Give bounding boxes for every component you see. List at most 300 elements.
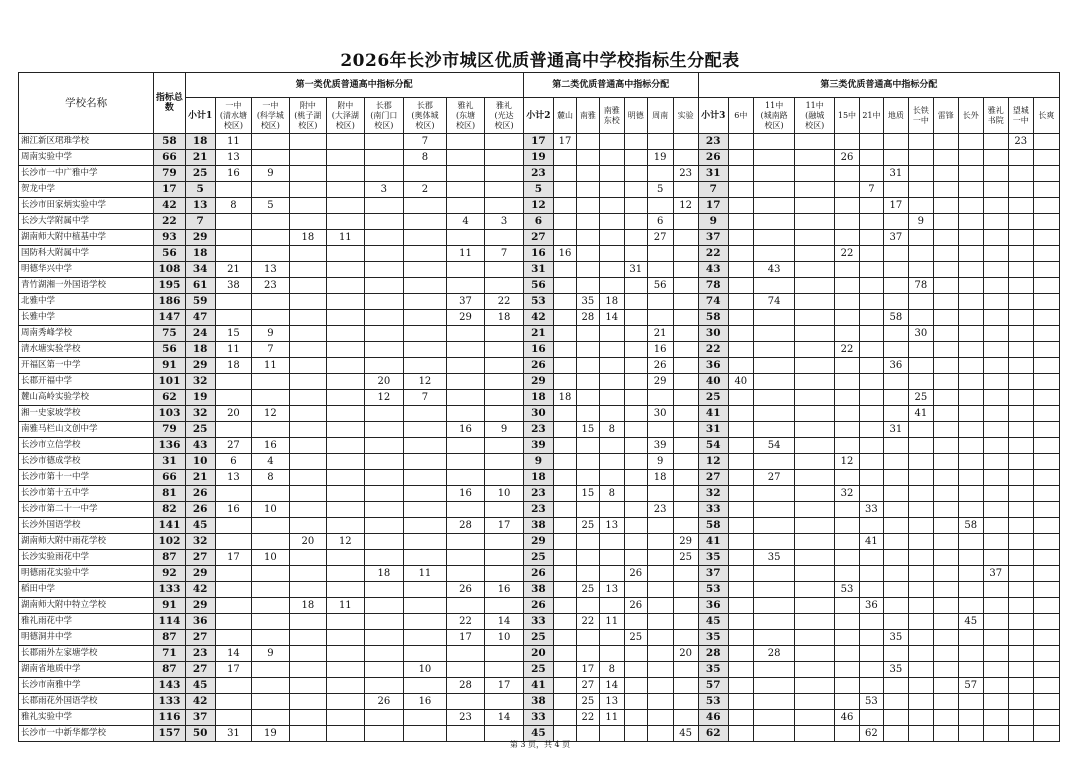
quota-cell [624,214,647,230]
quota-cell: 9 [252,646,289,662]
quota-cell [576,470,599,486]
total-cell: 56 [154,342,185,358]
quota-cell [983,278,1008,294]
quota-cell: 78 [698,278,728,294]
quota-cell [576,246,599,262]
quota-cell [753,246,795,262]
quota-cell [647,486,673,502]
quota-cell [554,470,577,486]
quota-cell [958,262,983,278]
school-name-cell: 国防科大附属中学 [19,246,154,262]
quota-cell: 28 [446,678,485,694]
quota-cell: 45 [673,726,698,742]
quota-cell: 18 [289,598,326,614]
quota-cell: 29 [647,374,673,390]
quota-cell [554,662,577,678]
quota-cell: 18 [185,342,215,358]
quota-cell [753,422,795,438]
column-header-line: 一中 [225,100,242,110]
quota-cell [327,710,364,726]
quota-cell [289,614,326,630]
column-header-line: 长爽 [1038,110,1055,120]
quota-cell [554,598,577,614]
column-header-line: (南门口 [370,110,398,120]
quota-cell [834,614,859,630]
quota-cell: 26 [523,566,553,582]
quota-cell [364,518,404,534]
school-name-cell: 麓山高岭实验学校 [19,390,154,406]
quota-cell [289,326,326,342]
quota-cell [599,454,624,470]
quota-cell: 58 [698,310,728,326]
quota-cell: 27 [647,230,673,246]
quota-cell: 12 [364,390,404,406]
quota-cell: 36 [859,598,883,614]
quota-cell [364,614,404,630]
quota-cell: 16 [647,342,673,358]
quota-cell [728,438,753,454]
table-row [19,518,1060,534]
quota-cell [446,230,485,246]
table-row [19,662,1060,678]
table-row [19,646,1060,662]
school-name-cell: 长郡雨外左家塘学校 [19,646,154,662]
quota-cell [327,406,364,422]
quota-cell [485,406,524,422]
quota-cell [795,678,835,694]
table-row [19,486,1060,502]
quota-cell [859,662,883,678]
quota-cell [289,294,326,310]
quota-cell: 53 [523,294,553,310]
quota-cell [404,438,447,454]
quota-cell: 11 [599,710,624,726]
total-cell: 103 [154,406,185,422]
quota-cell [252,662,289,678]
quota-cell: 10 [485,630,524,646]
quota-cell: 5 [523,182,553,198]
quota-cell [576,646,599,662]
total-cell: 17 [154,182,185,198]
quota-cell: 17 [215,550,251,566]
quota-cell [364,278,404,294]
quota-cell [933,294,958,310]
quota-cell [576,182,599,198]
quota-cell: 22 [576,614,599,630]
quota-cell [859,454,883,470]
total-cell: 186 [154,294,185,310]
quota-cell [1033,598,1059,614]
quota-cell [795,182,835,198]
quota-cell: 7 [859,182,883,198]
quota-cell [446,182,485,198]
quota-cell: 22 [698,342,728,358]
quota-cell [624,454,647,470]
quota-cell [859,326,883,342]
quota-cell [364,550,404,566]
quota-cell [834,662,859,678]
quota-cell: 29 [185,566,215,582]
column-header [883,98,908,134]
quota-cell [834,678,859,694]
quota-cell [327,374,364,390]
quota-cell [289,390,326,406]
quota-cell: 17 [576,662,599,678]
column-header [834,98,859,134]
quota-cell [599,326,624,342]
quota-cell: 23 [647,502,673,518]
quota-cell [289,582,326,598]
quota-cell [252,694,289,710]
school-name-cell: 长沙市第十五中学 [19,486,154,502]
quota-cell: 25 [523,630,553,646]
quota-cell: 45 [698,614,728,630]
quota-cell: 19 [185,390,215,406]
quota-cell [327,454,364,470]
quota-cell: 3 [485,214,524,230]
quota-cell [1033,694,1059,710]
quota-cell [576,166,599,182]
quota-cell [289,246,326,262]
quota-cell [624,582,647,598]
quota-cell [289,518,326,534]
quota-cell [753,614,795,630]
quota-cell [908,294,933,310]
column-header-line: 地质 [887,110,904,120]
quota-cell [753,694,795,710]
column-header-line: 南雅 [603,105,620,115]
quota-cell [728,246,753,262]
quota-cell: 8 [599,486,624,502]
quota-cell [624,374,647,390]
quota-cell [673,662,698,678]
quota-cell [958,230,983,246]
quota-cell [795,422,835,438]
quota-cell [404,678,447,694]
quota-cell [252,374,289,390]
quota-cell [215,598,251,614]
quota-cell: 21 [185,470,215,486]
quota-cell [624,326,647,342]
quota-cell [599,262,624,278]
quota-cell: 11 [252,358,289,374]
quota-cell [883,518,908,534]
quota-cell [933,534,958,550]
quota-cell [728,502,753,518]
group1-header: 第一类优质普通高中指标分配 [185,73,523,98]
quota-cell: 37 [446,294,485,310]
quota-cell [647,566,673,582]
quota-cell [673,278,698,294]
quota-cell [1033,710,1059,726]
quota-cell [1008,198,1033,214]
column-header-line: (光达 [494,110,514,120]
quota-cell: 16 [404,694,447,710]
quota-cell [753,502,795,518]
quota-cell: 21 [185,150,215,166]
quota-cell [1008,150,1033,166]
column-header [859,98,883,134]
column-header [215,98,251,134]
quota-cell: 42 [523,310,553,326]
quota-cell [753,582,795,598]
total-cell: 79 [154,422,185,438]
quota-cell [327,662,364,678]
quota-cell [485,390,524,406]
quota-cell [834,406,859,422]
quota-cell [289,406,326,422]
quota-cell [289,358,326,374]
quota-cell [728,694,753,710]
total-cell: 141 [154,518,185,534]
quota-cell [446,454,485,470]
quota-cell [289,374,326,390]
quota-cell: 59 [185,294,215,310]
quota-cell [933,262,958,278]
quota-cell [647,246,673,262]
quota-cell [728,630,753,646]
quota-cell [983,422,1008,438]
quota-cell [753,182,795,198]
quota-cell: 62 [859,726,883,742]
school-name-cell: 周南秀峰学校 [19,326,154,342]
quota-cell [624,230,647,246]
quota-cell [289,454,326,470]
column-header [404,98,447,134]
quota-cell [446,390,485,406]
quota-cell [673,694,698,710]
quota-cell [933,326,958,342]
quota-cell [446,326,485,342]
quota-cell: 39 [647,438,673,454]
quota-cell: 36 [698,358,728,374]
quota-cell [364,166,404,182]
quota-cell [485,502,524,518]
quota-cell [753,134,795,150]
total-cell: 42 [154,198,185,214]
quota-cell [599,646,624,662]
quota-cell [624,150,647,166]
column-header [1033,98,1059,134]
quota-cell [883,598,908,614]
quota-cell [753,166,795,182]
quota-cell: 37 [698,566,728,582]
quota-cell [1008,502,1033,518]
quota-cell: 12 [834,454,859,470]
quota-cell [859,278,883,294]
quota-cell [933,182,958,198]
quota-cell [673,246,698,262]
quota-cell [933,710,958,726]
quota-cell: 9 [252,326,289,342]
quota-cell [647,134,673,150]
quota-cell [673,486,698,502]
quota-cell: 10 [252,502,289,518]
quota-cell: 12 [252,406,289,422]
quota-cell [364,294,404,310]
quota-cell [576,438,599,454]
quota-cell [883,182,908,198]
quota-cell [1033,454,1059,470]
quota-cell [647,518,673,534]
quota-cell: 8 [599,662,624,678]
total-cell: 116 [154,710,185,726]
quota-cell: 17 [883,198,908,214]
quota-cell [404,214,447,230]
total-cell: 91 [154,598,185,614]
quota-cell: 39 [523,438,553,454]
quota-cell [1008,310,1033,326]
quota-cell [883,246,908,262]
quota-cell [485,662,524,678]
quota-cell: 35 [698,662,728,678]
quota-cell [624,166,647,182]
quota-cell [859,646,883,662]
quota-cell: 37 [185,710,215,726]
quota-cell [624,342,647,358]
quota-cell [624,534,647,550]
quota-cell [1008,262,1033,278]
quota-cell [958,710,983,726]
quota-cell [908,486,933,502]
quota-cell [958,438,983,454]
quota-cell: 7 [185,214,215,230]
quota-cell [795,342,835,358]
quota-cell [576,326,599,342]
quota-cell: 27 [185,662,215,678]
table-row [19,502,1060,518]
quota-cell [859,358,883,374]
quota-cell [795,566,835,582]
quota-cell [908,502,933,518]
quota-cell [673,326,698,342]
quota-cell [983,182,1008,198]
quota-cell: 31 [883,422,908,438]
quota-cell [795,198,835,214]
quota-cell: 54 [698,438,728,454]
quota-cell [252,486,289,502]
quota-cell [883,646,908,662]
total-cell: 87 [154,550,185,566]
total-cell: 56 [154,246,185,262]
quota-cell [1008,566,1033,582]
quota-cell: 18 [647,470,673,486]
quota-cell: 23 [252,278,289,294]
column-header [983,98,1008,134]
quota-cell [883,438,908,454]
quota-cell [1008,662,1033,678]
quota-cell [883,534,908,550]
quota-cell [1033,662,1059,678]
quota-cell [958,502,983,518]
quota-cell [446,134,485,150]
quota-cell [859,198,883,214]
table-row [19,582,1060,598]
quota-cell [859,614,883,630]
quota-cell: 25 [523,550,553,566]
quota-cell: 36 [185,614,215,630]
quota-cell: 16 [485,582,524,598]
column-header-line: (科学城 [256,110,284,120]
quota-cell [1008,678,1033,694]
quota-cell [933,246,958,262]
quota-cell [728,598,753,614]
quota-cell [446,438,485,454]
quota-cell [624,710,647,726]
quota-cell [673,518,698,534]
quota-cell [327,518,364,534]
quota-cell: 27 [576,678,599,694]
quota-cell [834,438,859,454]
column-header-line: 长郡 [375,100,392,110]
quota-cell: 42 [185,582,215,598]
quota-cell [599,438,624,454]
quota-cell [364,646,404,662]
quota-cell [908,166,933,182]
quota-cell [1033,550,1059,566]
column-header-line: (奥体城 [411,110,439,120]
quota-cell: 21 [215,262,251,278]
quota-cell [983,598,1008,614]
table-row [19,214,1060,230]
quota-cell [958,582,983,598]
quota-cell: 31 [624,262,647,278]
column-header-line: 11中 [765,100,784,110]
quota-cell [364,326,404,342]
quota-cell [404,294,447,310]
quota-cell [859,134,883,150]
quota-cell [1008,454,1033,470]
column-header-line: 长铁 [912,105,929,115]
quota-cell: 8 [215,198,251,214]
quota-cell [485,262,524,278]
column-header [795,98,835,134]
column-header-line: 一中 [1012,115,1029,125]
quota-cell [327,550,364,566]
quota-cell [1008,694,1033,710]
quota-cell: 41 [698,534,728,550]
quota-cell [983,678,1008,694]
quota-cell [728,550,753,566]
school-name-cell: 长沙市德成学校 [19,454,154,470]
quota-cell [485,598,524,614]
quota-cell [795,694,835,710]
quota-cell [983,662,1008,678]
quota-cell [958,166,983,182]
column-header-line: 小计3 [701,110,726,121]
quota-cell [624,518,647,534]
quota-cell [834,182,859,198]
quota-cell: 11 [327,598,364,614]
quota-cell [673,470,698,486]
quota-cell: 47 [185,310,215,326]
column-header-line: (城南路 [760,110,788,120]
quota-cell [673,214,698,230]
quota-cell [958,486,983,502]
quota-cell: 8 [404,150,447,166]
quota-cell [983,262,1008,278]
quota-cell: 11 [215,342,251,358]
quota-cell [599,406,624,422]
quota-cell [983,502,1008,518]
quota-cell [983,342,1008,358]
column-header [624,98,647,134]
quota-cell [446,198,485,214]
quota-cell [554,294,577,310]
quota-cell [834,198,859,214]
quota-cell [485,326,524,342]
quota-cell: 16 [523,342,553,358]
